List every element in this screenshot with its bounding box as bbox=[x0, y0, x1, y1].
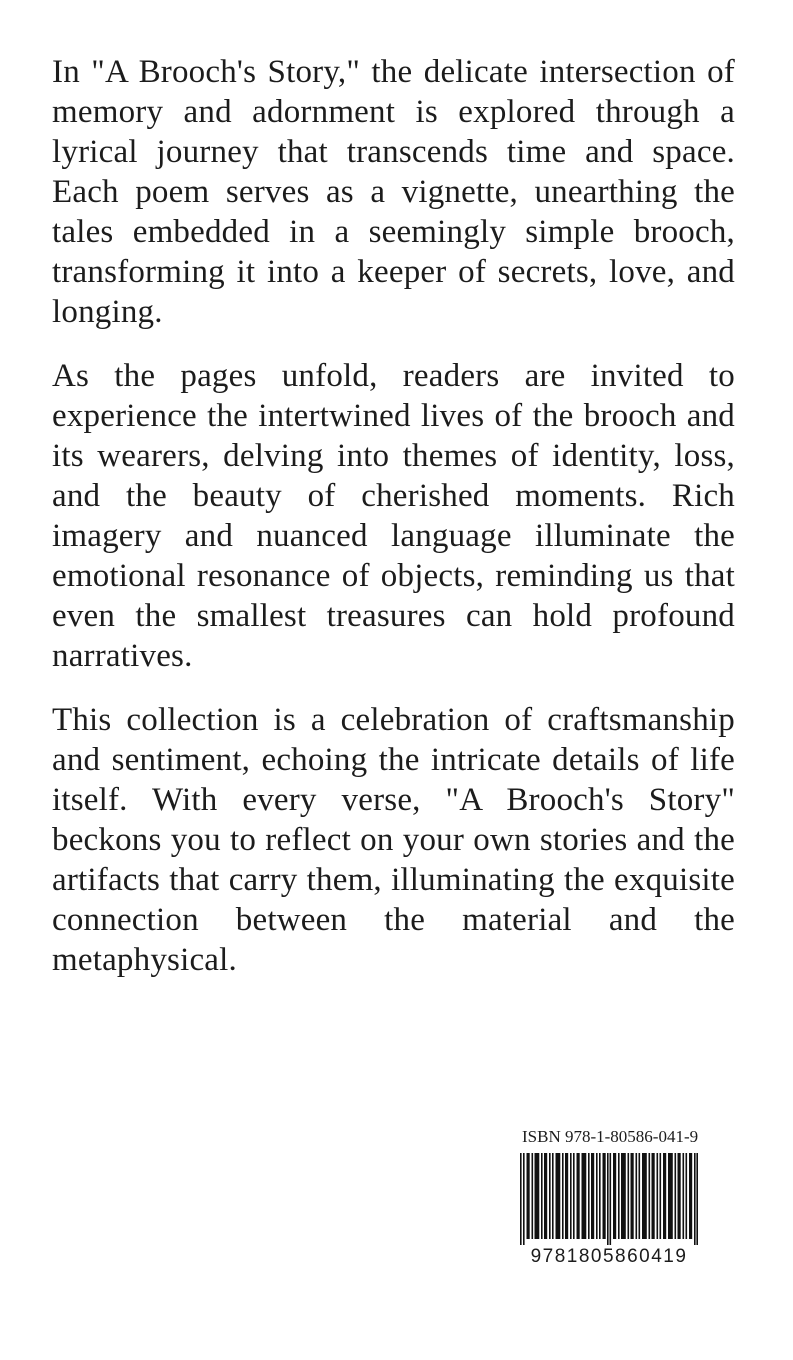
barcode-bar bbox=[591, 1153, 594, 1239]
barcode-bar bbox=[689, 1153, 692, 1239]
barcode-bar bbox=[588, 1153, 590, 1239]
barcode-bar bbox=[675, 1153, 677, 1239]
barcode-bar bbox=[541, 1153, 543, 1239]
barcode-bar bbox=[642, 1153, 647, 1239]
barcode-bar bbox=[639, 1153, 641, 1239]
barcode-bar bbox=[523, 1153, 525, 1245]
blurb-paragraph-1: In "A Brooch's Story," the delicate intersection of memory and adornment is explored through a lyrical journey that transcends time and space. Each poem serves as a vignette, unearthing the tales embedded in a seemingly simple brooch, transforming it into a keeper of secrets, love, and longing. bbox=[52, 54, 735, 330]
book-blurb bbox=[52, 52, 735, 1004]
barcode-bar bbox=[570, 1153, 572, 1239]
barcode-bar bbox=[599, 1153, 601, 1239]
barcode-digits: 9781805860419 bbox=[530, 1246, 688, 1267]
barcode-bar bbox=[631, 1153, 634, 1239]
barcode-bar bbox=[610, 1153, 612, 1245]
isbn-label: ISBN 978-1-80586-041-9 bbox=[522, 1127, 699, 1146]
barcode-bar bbox=[686, 1153, 688, 1239]
barcode-bar bbox=[678, 1153, 681, 1239]
barcode-bar bbox=[628, 1153, 630, 1239]
barcode-bar bbox=[577, 1153, 580, 1239]
barcode-bar bbox=[613, 1153, 616, 1239]
blurb-paragraph-3: This collection is a celebration of craftsmanship and sentiment, echoing the intricate details of life itself. With every verse, "A Brooch's Story" beckons you to reflect on your own stories and the artifacts that carry them, illuminating the exquisite connection between the material and the metaphysical. bbox=[52, 702, 735, 978]
barcode-bar bbox=[532, 1153, 534, 1239]
barcode-bar bbox=[603, 1153, 606, 1239]
barcode-bar bbox=[596, 1153, 598, 1239]
barcode-bar bbox=[652, 1153, 655, 1239]
barcode-bar bbox=[607, 1153, 609, 1245]
barcode-bar bbox=[694, 1153, 696, 1245]
barcode-bar bbox=[544, 1153, 547, 1239]
barcode-bar bbox=[535, 1153, 540, 1239]
barcode-bar bbox=[562, 1153, 564, 1239]
isbn-barcode-block bbox=[516, 1126, 702, 1276]
barcode-bar bbox=[549, 1153, 551, 1239]
barcode-bar bbox=[696, 1153, 698, 1245]
barcode-bar bbox=[660, 1153, 662, 1239]
barcode-bar bbox=[668, 1153, 673, 1239]
barcode-bar bbox=[573, 1153, 575, 1239]
barcode-bar bbox=[527, 1153, 530, 1239]
barcode-bar bbox=[618, 1153, 620, 1239]
barcode-bar bbox=[565, 1153, 568, 1239]
barcode-bar bbox=[636, 1153, 638, 1239]
barcode-bar bbox=[582, 1153, 587, 1239]
barcode-bar bbox=[657, 1153, 659, 1239]
barcode-bar bbox=[663, 1153, 666, 1239]
barcode-icon bbox=[520, 1153, 698, 1245]
barcode-bar bbox=[649, 1153, 651, 1239]
barcode-bar bbox=[556, 1153, 561, 1239]
barcode-bar bbox=[683, 1153, 685, 1239]
barcode-bar bbox=[552, 1153, 554, 1239]
barcode-bar bbox=[621, 1153, 626, 1239]
barcode-bar bbox=[520, 1153, 522, 1245]
blurb-paragraph-2: As the pages unfold, readers are invited to experience the intertwined lives of the brooch and its wearers, delving into themes of identity, loss, and the beauty of cherished moments. Rich imagery and nuanced language illuminate the emotional resonance of objects, reminding us that even the smallest treasures can hold profound narratives. bbox=[52, 358, 735, 674]
